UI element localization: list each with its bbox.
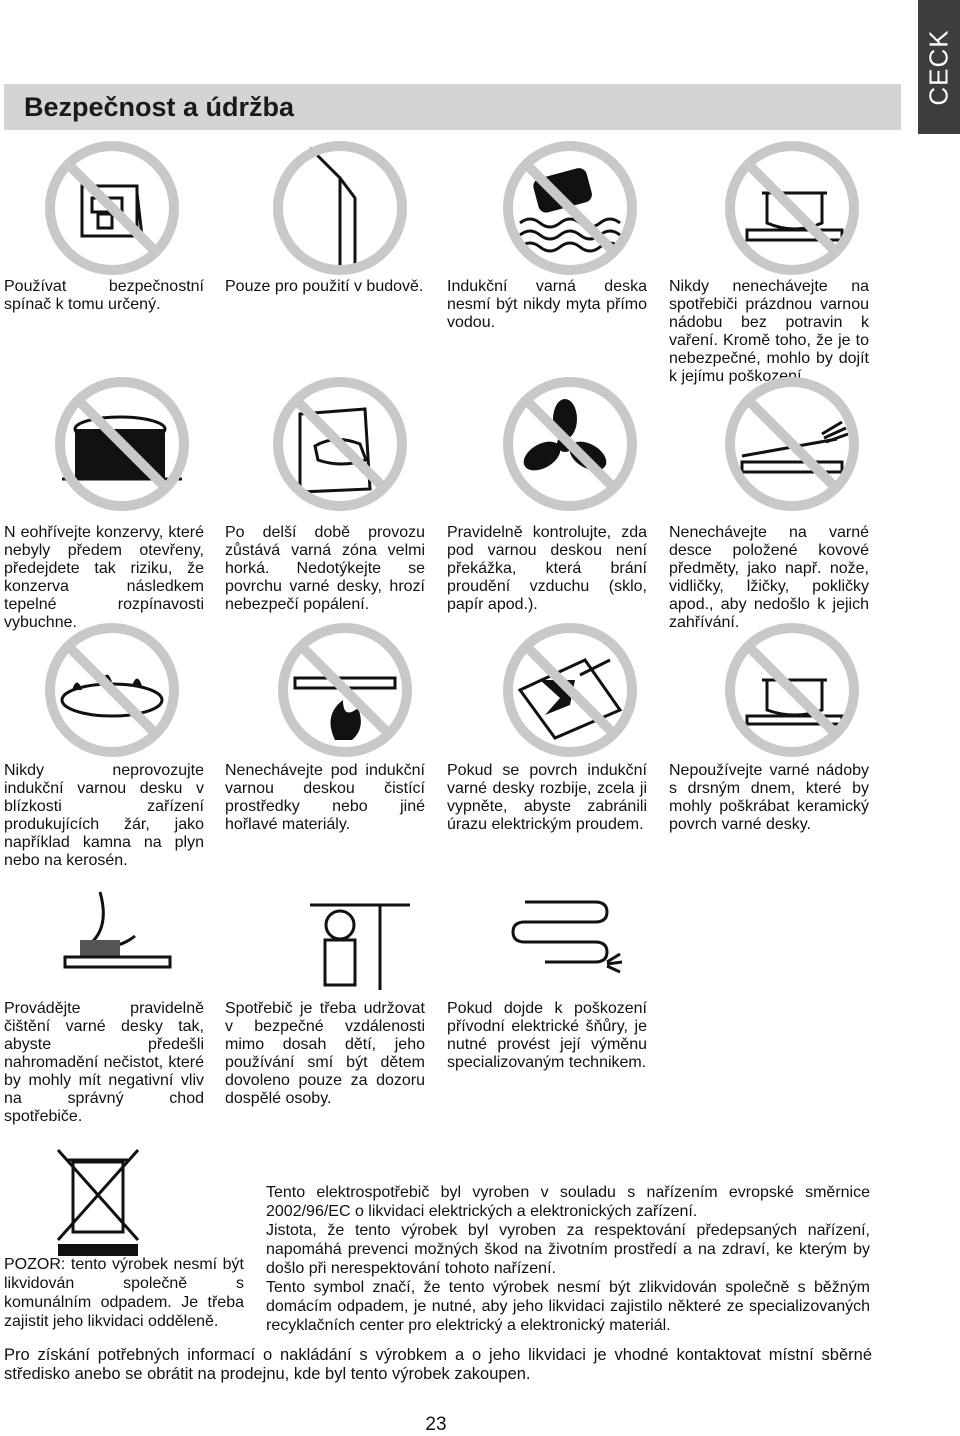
weee-info — [266, 1183, 870, 1335]
safety-text-6: Po delší době provozu zůstává varná zóna velmi horká. Nedotýkejte se povrchu varné desky, hrozí nebezpečí popálení. — [225, 524, 425, 613]
cutlery-on-hob-icon — [722, 374, 862, 514]
safety-text-9: Nikdy neprovozujte indukční varnou desku v blízkosti zařízení produkujících žár, jako například kamna na plyn nebo na kerosén. — [4, 762, 204, 869]
section-title-bar — [4, 84, 901, 130]
power-cord-icon — [500, 862, 640, 1002]
building-roof-icon — [270, 138, 410, 278]
page-title: Bezpečnost a údržba — [24, 91, 295, 122]
empty-pot-on-hob-icon — [722, 138, 862, 278]
safety-text-7: Pravidelně kontrolujte, zda pod varnou deskou není překážka, která brání proudění vzduchu (sklo, papír apod.). — [447, 524, 647, 613]
safety-text-11: Pokud se povrch indukční varné desky rozbije, zcela ji vypněte, abyste zabránili úrazu elektrickým proudem. — [447, 762, 647, 833]
flammable-under-hob-icon — [275, 620, 415, 760]
language-code: CECK — [923, 28, 954, 106]
fuse-box-icon — [42, 138, 182, 278]
cracked-hob-icon — [500, 620, 640, 760]
safety-text-1: Používat bezpečnostní spínač k tomu určený. — [4, 278, 204, 313]
child-near-hob-icon — [290, 870, 430, 1010]
hob-in-water-icon — [500, 138, 640, 278]
hand-on-hob-icon — [270, 374, 410, 514]
safety-text-8: Nenechávejte na varné desce položené kovové předměty, jako např. nože, vidličky, lžičky, pokličky apod., aby nedošlo k jejich zahřívání. — [669, 524, 869, 631]
fan-vent-icon — [500, 374, 640, 514]
food-can-icon — [52, 374, 192, 514]
safety-text-2: Pouze pro použití v budově. — [225, 278, 424, 295]
safety-text-10: Nenechávejte pod indukční varnou deskou čistící prostředky nebo jiné hořlavé materiály. — [225, 762, 425, 833]
page-number: 23 — [425, 1414, 447, 1435]
safety-text-14: Spotřebič je třeba udržovat v bezpečné vzdálenosti mimo dosah dětí, jeho používání smí být dětem dovoleno pouze za dozoru dospělé osoby. — [225, 1000, 425, 1107]
cleaning-hand-icon — [50, 862, 190, 1002]
gas-burner-icon — [42, 620, 182, 760]
safety-text-5: N eohřívejte konzervy, které nebyly předem otevřeny, předejdete tak riziku, že konzerva následkem tepelné rozpínavosti vybuchne. — [4, 524, 204, 631]
weee-warning: POZOR: tento výrobek nesmí být likvidován společně s komunálním odpadem. Je třeba zajistit jeho likvidaci odděleně. — [4, 1256, 244, 1330]
footer-note: Pro získání potřebných informací o nakládání s výrobkem a o jeho likvidaci je vhodné kontaktovat místní sběrné středisko anebo se obrátit na prodejnu, kde byl tento výrobek zakoupen. — [4, 1346, 872, 1383]
safety-text-3: Indukční varná deska nesmí být nikdy myta přímo vodou. — [447, 278, 647, 331]
safety-text-15: Pokud dojde k poškození přívodní elektrické šňůry, je nutné provést její výměnu specializovaným technikem. — [447, 1000, 647, 1071]
weee-info-p3: Tento symbol značí, že tento výrobek nesmí být zlikvidován společně s běžným domácím odpadem, je nutné, aby jeho likvidaci zajistilo některé ze specializovaných recyklačních center pro elektrický a elektronický materiál. — [266, 1279, 870, 1334]
rough-pot-icon — [722, 620, 862, 760]
weee-info-p1: Tento elektrospotřebič byl vyroben v souladu s nařízením evropské směrnice 2002/96/EC o likvidaci elektrických a elektronických zařízení. — [266, 1184, 870, 1220]
safety-text-4: Nikdy nenechávejte na spotřebiči prázdnou varnou nádobu bez potravin k vaření. Kromě toho, že je to nebezpečné, mohlo by dojít k jejímu poškození. — [669, 278, 869, 385]
language-tab — [918, 0, 960, 134]
crossed-bin-icon — [38, 1140, 158, 1260]
safety-text-12: Nepoužívejte varné nádoby s drsným dnem, které by mohly poškrábat keramický povrch varné desky. — [669, 762, 869, 833]
weee-info-p2: Jistota, že tento výrobek byl vyroben za respektování předepsaných nařízení, napomáhá prevenci možných škod na životním prostředí a na zdraví, ke kterým by došlo při nerespektování tohoto nařízení. — [266, 1222, 870, 1277]
safety-text-13: Provádějte pravidelně čištění varné desky tak, abyste předešli nahromadění nečistot, které by mohly mít negativní vliv na správný chod spotřebiče. — [4, 1000, 204, 1125]
